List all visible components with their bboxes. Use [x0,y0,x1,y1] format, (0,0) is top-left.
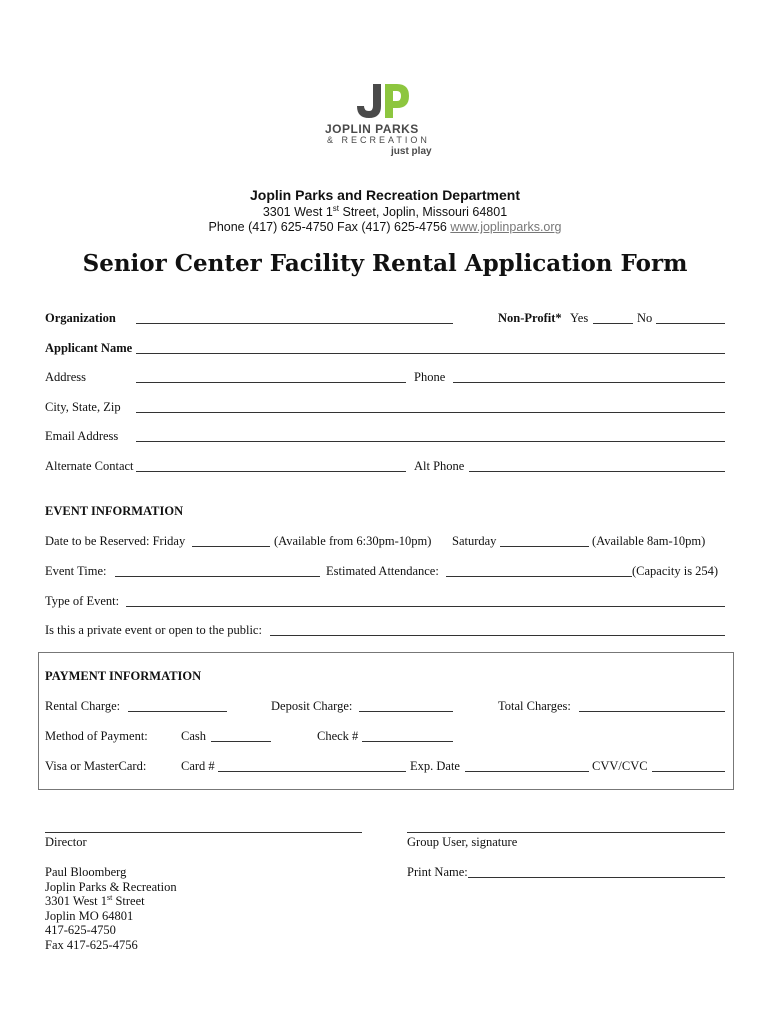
alternate-contact-field[interactable] [136,471,406,472]
card-number-field[interactable] [218,771,406,772]
rental-charge-label: Rental Charge: [45,699,121,713]
logo-text-line1: JOPLIN PARKS [325,122,419,136]
friday-availability: (Available from 6:30pm-10pm) [274,534,432,548]
cash-label: Cash [181,729,206,743]
method-of-payment-label: Method of Payment: [45,729,148,743]
saturday-field[interactable] [500,546,589,547]
address-label: Address [45,370,86,384]
print-name-label: Print Name: [407,865,468,879]
street-sup: st [106,893,113,903]
event-time-label: Event Time: [45,564,107,578]
cash-field[interactable] [211,741,271,742]
visa-mastercard-label: Visa or MasterCard: [45,759,147,773]
card-number-label: Card # [181,759,215,773]
group-user-signature-line[interactable] [407,832,725,833]
cvv-label: CVV/CVC [592,759,648,773]
director-signature-line[interactable] [45,832,362,833]
private-public-field[interactable] [270,635,725,636]
saturday-availability: (Available 8am-10pm) [592,534,706,548]
department-phone-fax [0,220,770,234]
street-part: Street [112,894,145,909]
exp-date-field[interactable] [465,771,589,772]
alt-phone-field[interactable] [469,471,725,472]
estimated-attendance-field[interactable] [446,576,632,577]
city-state-zip-field[interactable] [136,412,725,413]
logo-text-line2: & RECREATION [327,135,430,145]
nonprofit-yes-label: Yes [570,311,589,325]
contact-org: Joplin Parks & Recreation [45,879,177,894]
phone-field[interactable] [453,382,725,383]
contact-phone: 417-625-4750 [45,923,116,938]
nonprofit-no-field[interactable] [656,323,725,324]
director-label: Director [45,835,87,849]
contact-street [45,894,177,909]
deposit-charge-label: Deposit Charge: [271,699,353,713]
cvv-field[interactable] [652,771,725,772]
address-sup: st [332,203,340,213]
print-name-field[interactable] [468,877,725,878]
exp-date-label: Exp. Date [410,759,460,773]
email-label: Email Address [45,429,119,443]
type-of-event-field[interactable] [126,606,725,607]
phone-fax-text: Phone (417) 625-4750 Fax (417) 625-4756 [208,220,451,234]
check-field[interactable] [362,741,453,742]
group-user-label: Group User, signature [407,835,518,849]
address-field[interactable] [136,382,406,383]
payment-heading: PAYMENT INFORMATION [45,669,202,683]
contact-block [45,865,177,953]
estimated-attendance-label: Estimated Attendance: [326,564,439,578]
check-label: Check # [317,729,359,743]
address-part: 3301 West 1 [262,205,333,219]
deposit-charge-field[interactable] [359,711,453,712]
applicant-name-label: Applicant Name [45,341,133,355]
website-link[interactable]: www.joplinparks.org [450,220,562,234]
organization-field[interactable] [136,323,453,324]
email-field[interactable] [136,441,725,442]
nonprofit-yes-field[interactable] [593,323,633,324]
rental-charge-field[interactable] [128,711,227,712]
total-charges-label: Total Charges: [498,699,571,713]
event-time-field[interactable] [115,576,320,577]
alt-phone-label: Alt Phone [414,459,465,473]
friday-field[interactable] [192,546,270,547]
street-part: 3301 West 1 [45,894,107,909]
total-charges-field[interactable] [579,711,725,712]
organization-label: Organization [45,311,116,325]
logo [325,80,445,172]
event-heading: EVENT INFORMATION [45,504,184,518]
type-of-event-label: Type of Event: [45,594,120,608]
saturday-label: Saturday [452,534,497,548]
address-part: Street, Joplin, Missouri 64801 [339,205,508,219]
contact-fax: Fax 417-625-4756 [45,937,138,952]
logo-mark-icon [353,80,415,122]
applicant-name-field[interactable] [136,353,725,354]
department-address [0,205,770,219]
contact-name: Paul Bloomberg [45,865,127,879]
nonprofit-no-label: No [637,311,653,325]
city-state-zip-label: City, State, Zip [45,400,121,414]
nonprofit-label: Non-Profit* [498,311,562,325]
private-public-label: Is this a private event or open to the public: [45,623,262,637]
department-name: Joplin Parks and Recreation Department [250,187,520,203]
date-reserved-label: Date to be Reserved: Friday [45,534,186,548]
contact-city: Joplin MO 64801 [45,908,134,923]
logo-text-line3: just play [391,146,432,157]
capacity-note: (Capacity is 254) [632,564,719,578]
page-title: Senior Center Facility Rental Application Form [82,250,688,277]
phone-label: Phone [414,370,446,384]
alternate-contact-label: Alternate Contact [45,459,134,473]
